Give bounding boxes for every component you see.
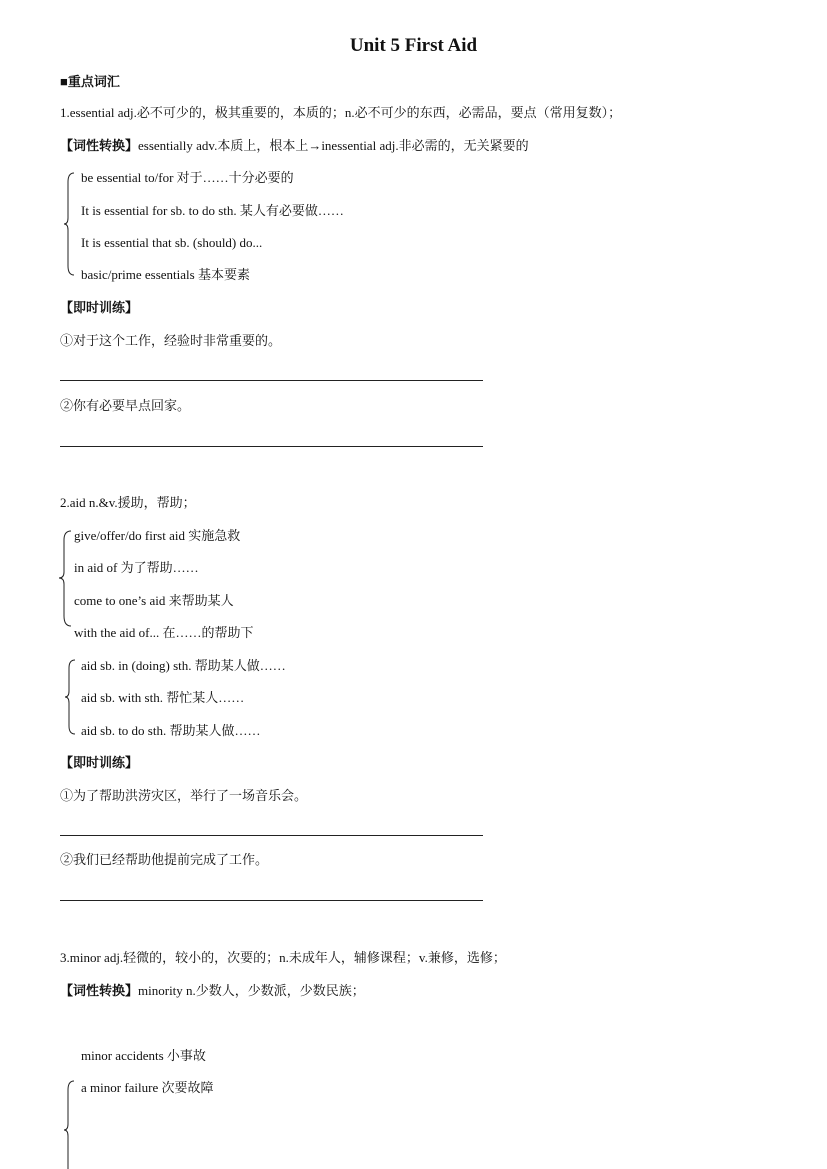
item1-phrase: It is essential for sb. to do sth. 某人有必要做…… — [81, 203, 344, 218]
item2-phrase: come to one’s aid 来帮助某人 — [74, 593, 234, 608]
item2-definition: 2.aid n.&v.援助，帮助； — [60, 495, 196, 510]
answer-line[interactable] — [60, 835, 483, 836]
item2-phrase-brace-b — [64, 659, 76, 735]
item2-phrase: give/offer/do first aid 实施急救 — [74, 528, 241, 543]
item2-exercise: ①为了帮助洪涝灾区，举行了一场音乐会。 — [60, 788, 308, 803]
item2-phrase: aid sb. to do sth. 帮助某人做…… — [81, 723, 261, 738]
item3-phrase: minor accidents 小事故 — [81, 1048, 206, 1063]
item3-phrase-brace — [63, 1080, 75, 1169]
item2-phrase-brace-a — [58, 530, 72, 627]
item2-phrase: aid sb. in (doing) sth. 帮助某人做…… — [81, 658, 286, 673]
item1-phrase: basic/prime essentials 基本要素 — [81, 267, 250, 282]
item1-phrase: be essential to/for 对于……十分必要的 — [81, 170, 294, 185]
item1-exercise: ①对于这个工作，经验时非常重要的。 — [60, 333, 282, 348]
item2-phrase: with the aid of... 在……的帮助下 — [74, 625, 254, 640]
item3-conversion-text: minority n.少数人，少数派，少数民族； — [138, 983, 365, 998]
item3-phrase: a minor failure 次要故障 — [81, 1080, 214, 1095]
training-label: 【即时训练】 — [60, 755, 139, 770]
item1-conversion-text: essentially adv.本质上，根本上→inessential adj.非必需的，无关紧要的 — [138, 138, 529, 153]
section-heading: ■重点词汇 — [60, 74, 120, 89]
item3-definition: 3.minor adj.轻微的，较小的，次要的；n.未成年人，辅修课程；v.兼修，选修； — [60, 950, 506, 965]
item2-exercise: ②我们已经帮助他提前完成了工作。 — [60, 852, 269, 867]
answer-line[interactable] — [60, 900, 483, 901]
conversion-label: 【词性转换】 — [60, 983, 139, 998]
training-label: 【即时训练】 — [60, 300, 139, 315]
page-title: Unit 5 First Aid — [349, 35, 478, 56]
conversion-label: 【词性转换】 — [60, 138, 139, 153]
item1-conversion — [60, 139, 529, 152]
item1-phrase-brace — [63, 172, 75, 276]
item1-exercise: ②你有必要早点回家。 — [60, 398, 191, 413]
answer-line[interactable] — [60, 446, 483, 447]
answer-line[interactable] — [60, 380, 483, 381]
item2-phrase: in aid of 为了帮助…… — [74, 560, 199, 575]
item1-definition: 1.essential adj.必不可少的，极其重要的，本质的；n.必不可少的东西，必需品，要点（常用复数）； — [60, 105, 622, 120]
item2-phrase: aid sb. with sth. 帮忙某人…… — [81, 690, 245, 705]
item3-conversion — [60, 984, 365, 997]
item1-phrase: It is essential that sb. (should) do... — [81, 235, 263, 250]
